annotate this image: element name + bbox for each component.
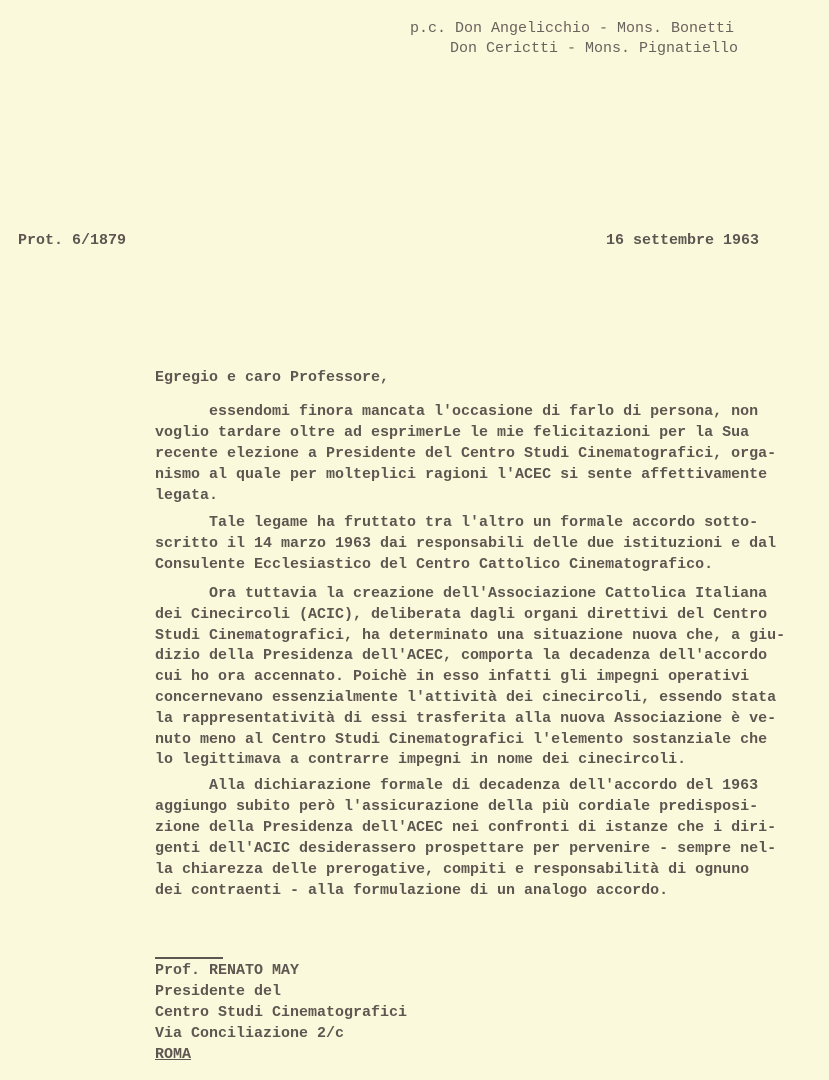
text-line: Tale legame ha fruttato tra l'altro un formale accordo sotto-: [155, 514, 759, 531]
text-line: dizio della Presidenza dell'ACEC, comporta la decadenza dell'accordo: [155, 647, 768, 665]
text-line: Ora tuttavia la creazione dell'Associazione Cattolica Italiana: [155, 585, 768, 602]
addressee-city: ROMA: [155, 1046, 192, 1063]
addressee-block: [155, 960, 407, 1065]
text-line: la rappresentatività di essi trasferita alla nuova Associazione è ve-: [155, 709, 777, 727]
text-line: scritto il 14 marzo 1963 dai responsabili delle due istituzioni e dal: [155, 535, 777, 552]
text-line: essendomi finora mancata l'occasione di farlo di persona, non: [155, 403, 759, 420]
text-line: recente elezione a Presidente del Centro Studi Cinematografici, orga-: [155, 445, 777, 462]
paragraph-3: [155, 584, 785, 771]
addressee-line: Presidente del: [155, 983, 282, 1000]
addressee-line: Centro Studi Cinematografici: [155, 1004, 408, 1021]
text-line: zione della Presidenza dell'ACEC nei confronti di istanze che i diri-: [155, 819, 777, 836]
paragraph-1: [155, 401, 776, 506]
text-line: nuto meno al Centro Studi Cinematografici l'elemento sostanziale che: [155, 730, 768, 748]
paragraph-2: [155, 512, 776, 575]
protocol-number: Prot. 6/1879: [18, 232, 127, 249]
text-line: nismo al quale per molteplici ragioni l'ACEC si sente affettivamente: [155, 466, 768, 483]
cc-line: p.c. Don Angelicchio - Mons. Bonetti: [410, 20, 735, 37]
text-line: legata.: [155, 487, 219, 504]
text-line: Alla dichiarazione formale di decadenza dell'accordo del 1963: [155, 777, 759, 794]
letter-date: 16 settembre 1963: [606, 232, 760, 249]
text-line: concernevano essenzialmente l'attività dei cinecircoli, essendo stata: [155, 688, 777, 706]
text-line: aggiungo subito però l'assicurazione della più cordiale predisposi-: [155, 798, 759, 815]
text-line: genti dell'ACIC desiderassero prospettare per pervenire - sempre nel-: [155, 840, 777, 857]
text-line: cui ho ora accennato. Poichè in esso infatti gli impegni operativi: [155, 668, 750, 686]
cc-line: Don Cerictti - Mons. Pignatiello: [450, 40, 739, 57]
addressee-name: Prof. RENATO MAY: [155, 962, 300, 979]
paragraph-4: [155, 775, 776, 901]
text-line: dei contraenti - alla formulazione di un analogo accordo.: [155, 882, 669, 899]
divider: [155, 957, 223, 959]
text-line: Studi Cinematografici, ha determinato una situazione nuova che, a giu-: [155, 626, 786, 644]
text-line: dei Cinecircoli (ACIC), deliberata dagli organi direttivi del Centro: [155, 605, 768, 623]
text-line: Consulente Ecclesiastico del Centro Cattolico Cinematografico.: [155, 556, 714, 573]
text-line: voglio tardare oltre ad esprimerLe le mie felicitazioni per la Sua: [155, 424, 750, 441]
addressee-line: Via Conciliazione 2/c: [155, 1025, 345, 1042]
text-line: la chiarezza delle prerogative, compiti e responsabilità di ognuno: [155, 861, 750, 878]
text-line: lo legittimava a contrarre impegni in nome dei cinecircoli.: [155, 751, 687, 769]
salutation: Egregio e caro Professore,: [155, 369, 390, 386]
cc-list: [410, 19, 738, 59]
